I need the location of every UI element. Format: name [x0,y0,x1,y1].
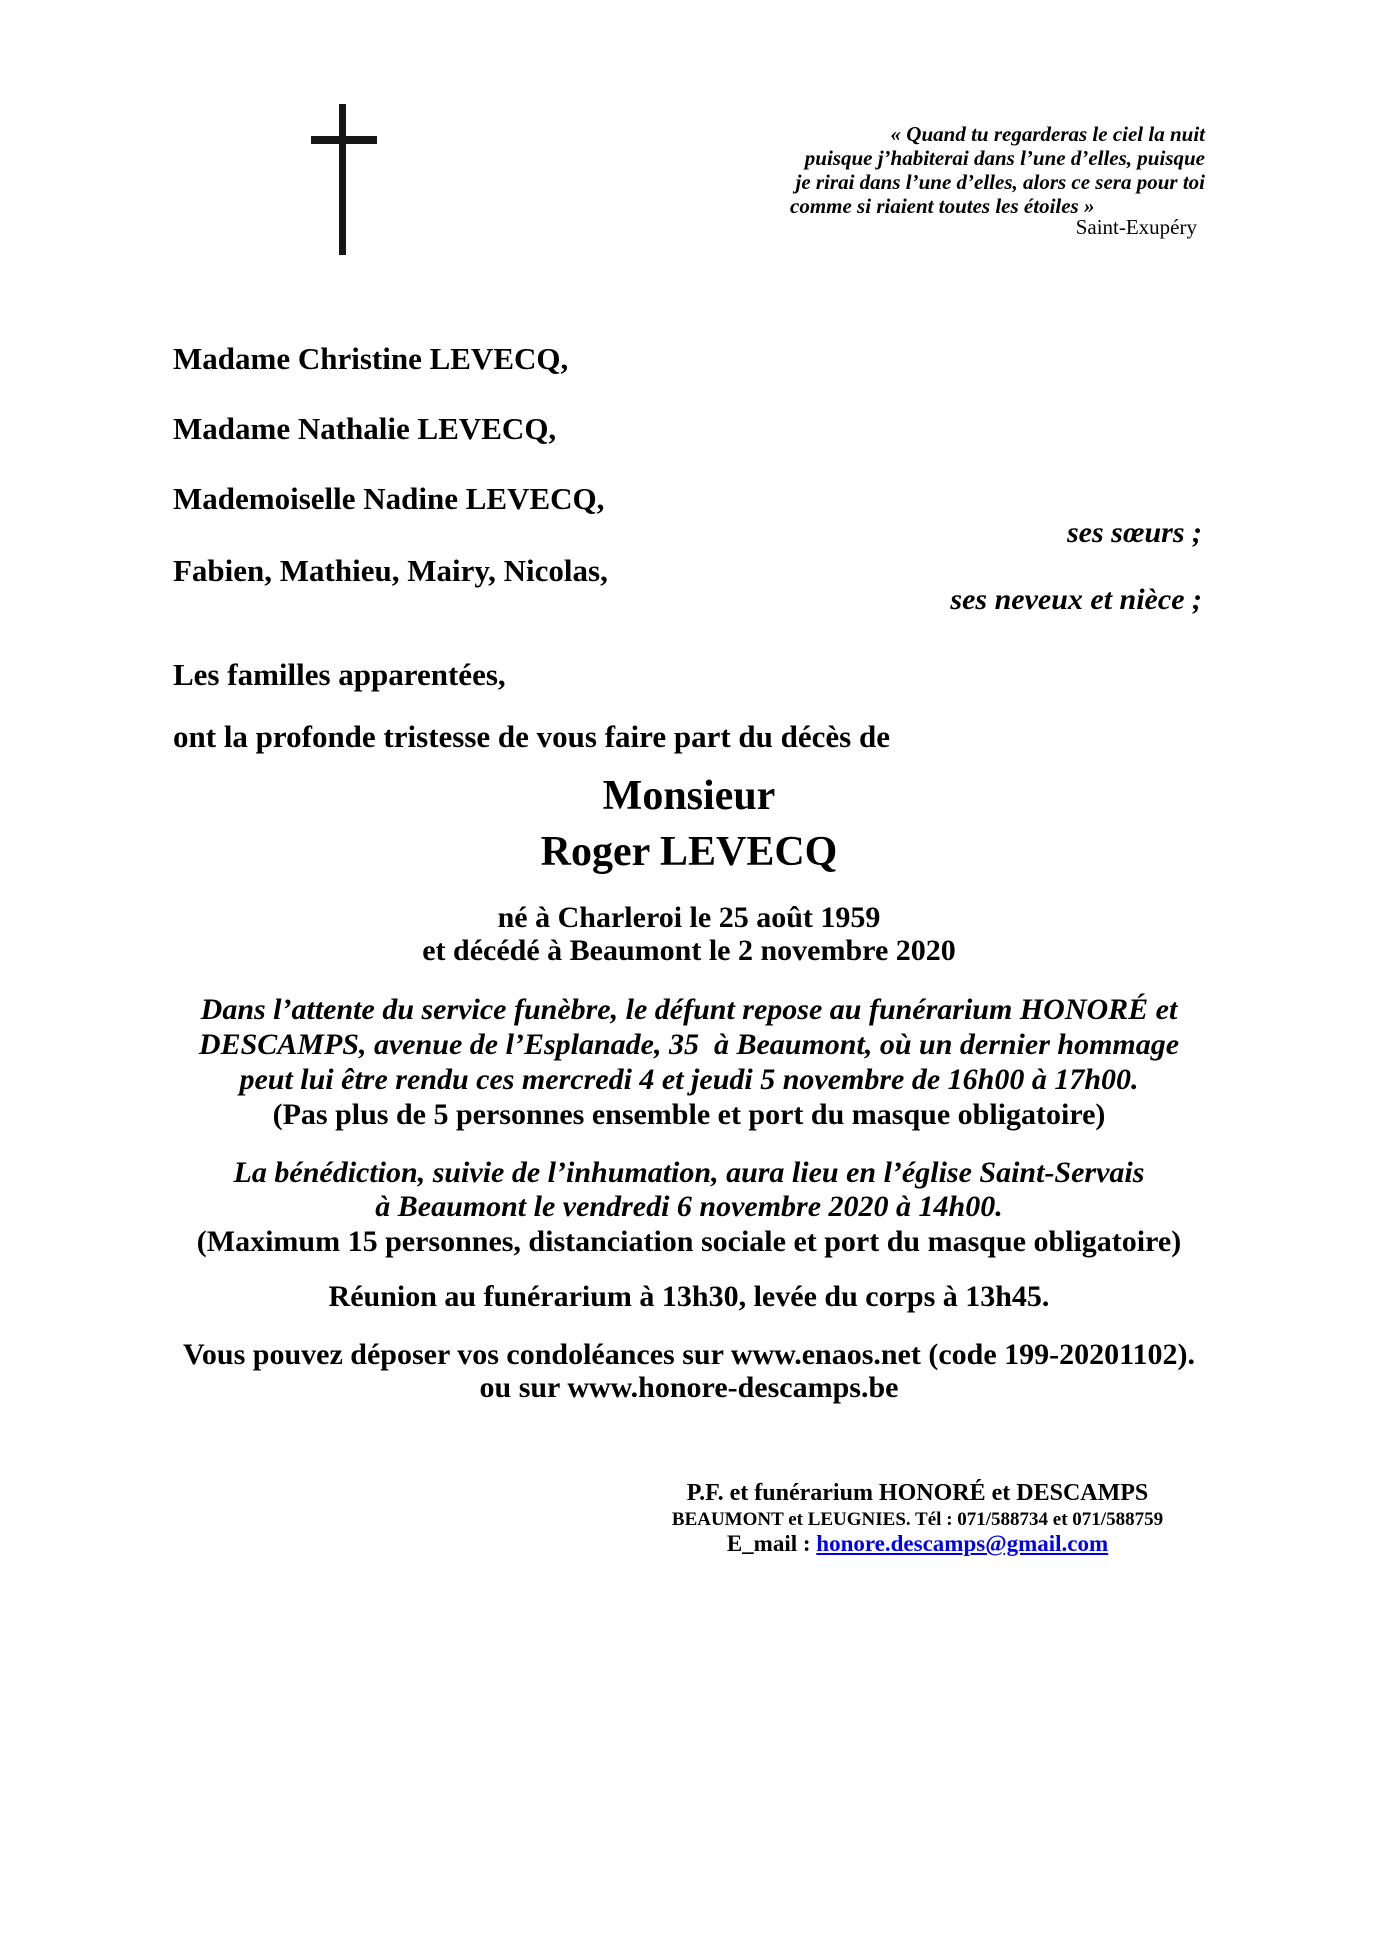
nephews-line: Fabien, Mathieu, Mairy, Nicolas, [173,553,608,588]
email-link[interactable]: honore.descamps@gmail.com [816,1531,1109,1556]
quote-attribution: Saint-Exupéry [1075,215,1197,239]
families-line: Les familles apparentées, [173,657,506,692]
funeral-home-address: BEAUMONT et LEUGNIES. Tél : 071/588734 et 071/588759 [671,1509,1164,1530]
quote-line: je rirai dans l’une d’elles, alors ce sera pour toi [795,170,1205,194]
birth-line: né à Charleroi le 25 août 1959 [497,901,881,934]
mourner-name: Madame Christine LEVECQ, [173,341,569,376]
relation-nephews: ses neveux et nièce ; [950,583,1202,616]
ceremony-line: La bénédiction, suivie de l’inhumation, aura lieu en l’église Saint-Servais [233,1156,1145,1189]
death-line: et décédé à Beaumont le 2 novembre 2020 [422,934,956,967]
ceremony-line: à Beaumont le vendredi 6 novembre 2020 à 14h00. [375,1190,1003,1223]
announcement-line: ont la profonde tristesse de vous faire part du décès de [173,719,890,754]
condolences-line-1: Vous pouvez déposer vos condoléances sur www.enaos.net (code 199-20201102). [183,1338,1195,1371]
funeral-home-name: P.F. et funérarium HONORÉ et DESCAMPS [686,1480,1149,1506]
relation-sisters: ses sœurs ; [1066,516,1202,549]
quote-line: « Quand tu regarderas le ciel la nuit [890,122,1205,146]
cross-horizontal-bar [311,136,377,144]
quote-line: comme si riaient toutes les étoiles » [790,194,1095,218]
condolences-line-2: ou sur www.honore-descamps.be [479,1371,899,1404]
email-label: E_mail : [726,1531,817,1556]
ceremony-restriction: (Maximum 15 personnes, distanciation sociale et port du masque obligatoire) [196,1225,1182,1258]
viewing-line: Dans l’attente du service funèbre, le défunt repose au funérarium HONORÉ et [200,993,1178,1026]
email-line [630,1531,1205,1557]
cross-vertical-bar [339,104,346,255]
quote-block [790,122,1205,218]
viewing-line: DESCAMPS, avenue de l’Esplanade, 35 à Beaumont, où un dernier hommage [198,1028,1180,1061]
mourner-name: Mademoiselle Nadine LEVECQ, [173,481,605,516]
viewing-line: peut lui être rendu ces mercredi 4 et jeudi 5 novembre de 16h00 à 17h00. [239,1063,1139,1096]
meeting-line: Réunion au funérarium à 13h30, levée du corps à 13h45. [328,1280,1050,1313]
mourner-name: Madame Nathalie LEVECQ, [173,411,557,446]
deceased-name: Roger LEVECQ [540,829,838,875]
deceased-title: Monsieur [602,773,776,819]
viewing-restriction: (Pas plus de 5 personnes ensemble et port du masque obligatoire) [272,1098,1106,1131]
quote-line: puisque j’habiterai dans l’une d’elles, puisque [804,146,1205,170]
